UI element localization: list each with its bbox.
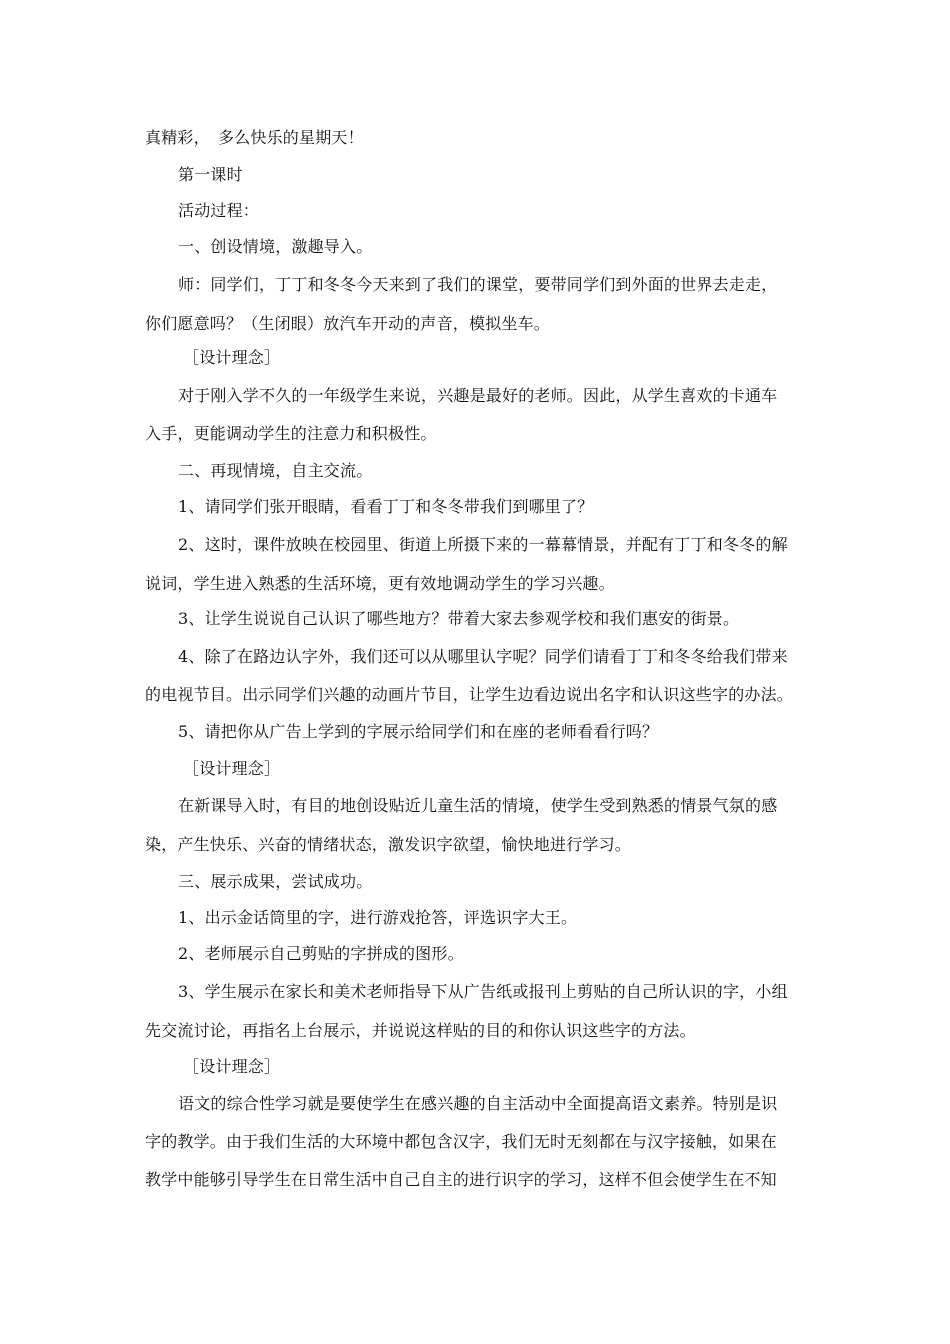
paragraph-line: 师：同学们，丁丁和冬冬今天来到了我们的课堂，要带同学们到外面的世界去走走， [178, 275, 778, 294]
paragraph-line: 真精彩， 多么快乐的星期天！ [145, 128, 364, 147]
paragraph-line: 在新课导入时，有目的地创设贴近儿童生活的情境，使学生受到熟悉的情景气氛的感 [178, 796, 778, 815]
section-heading: 一、创设情境，激趣导入。 [178, 237, 373, 256]
paragraph-line: 字的教学。由于我们生活的大环境中都包含汉字，我们无时无刻都在与汉字接触，如果在 [145, 1132, 777, 1151]
design-concept-label: ［设计理念］ [183, 1057, 281, 1076]
section-heading: 三、展示成果，尝试成功。 [178, 872, 373, 891]
design-concept-label: ［设计理念］ [183, 759, 281, 778]
paragraph-line: 教学中能够引导学生在日常生活中自己自主的进行识字的学习，这样不但会使学生在不知 [145, 1170, 777, 1189]
paragraph-line: 入手，更能调动学生的注意力和积极性。 [145, 424, 437, 443]
design-concept-label: ［设计理念］ [183, 348, 281, 367]
paragraph-line: 的电视节目。出示同学们兴趣的动画片节目，让学生边看边说出名字和认识这些字的办法。 [145, 685, 794, 704]
list-item: 2、这时，课件放映在校园里、街道上所摄下来的一幕幕情景，并配有丁丁和冬冬的解 [178, 535, 788, 554]
list-item: 1、请同学们张开眼睛，看看丁丁和冬冬带我们到哪里了？ [178, 497, 594, 516]
section-heading: 二、再现情境，自主交流。 [178, 461, 373, 480]
list-item: 1、出示金话筒里的字，进行游戏抢答，评选识字大王。 [178, 908, 578, 927]
paragraph-line: 先交流讨论，再指名上台展示，并说说这样贴的目的和你认识这些字的方法。 [145, 1021, 696, 1040]
paragraph-line: 说词，学生进入熟悉的生活环境，更有效地调动学生的学习兴趣。 [145, 574, 615, 593]
paragraph-line: 对于刚入学不久的一年级学生来说，兴趣是最好的老师。因此，从学生喜欢的卡通车 [178, 386, 778, 405]
list-item: 4、除了在路边认字外，我们还可以从哪里认字呢？同学们请看丁丁和冬冬给我们带来 [178, 647, 788, 666]
paragraph-line: 染，产生快乐、兴奋的情绪状态，激发识字欲望，愉快地进行学习。 [145, 835, 632, 854]
list-item: 2、老师展示自己剪贴的字拼成的图形。 [178, 944, 464, 963]
lesson-heading: 第一课时 [178, 165, 243, 184]
list-item: 5、请把你从广告上学到的字展示给同学们和在座的老师看看行吗？ [178, 722, 659, 741]
paragraph-line: 你们愿意吗？（生闭眼）放汽车开动的声音，模拟坐车。 [145, 314, 551, 333]
section-heading: 活动过程： [178, 201, 260, 220]
paragraph-line: 语文的综合性学习就是要使学生在感兴趣的自主活动中全面提高语文素养。特别是识 [178, 1094, 778, 1113]
list-item: 3、让学生说说自己认识了哪些地方？带着大家去参观学校和我们惠安的街景。 [178, 609, 740, 628]
list-item: 3、学生展示在家长和美术老师指导下从广告纸或报刊上剪贴的自己所认识的字，小组 [178, 982, 788, 1001]
